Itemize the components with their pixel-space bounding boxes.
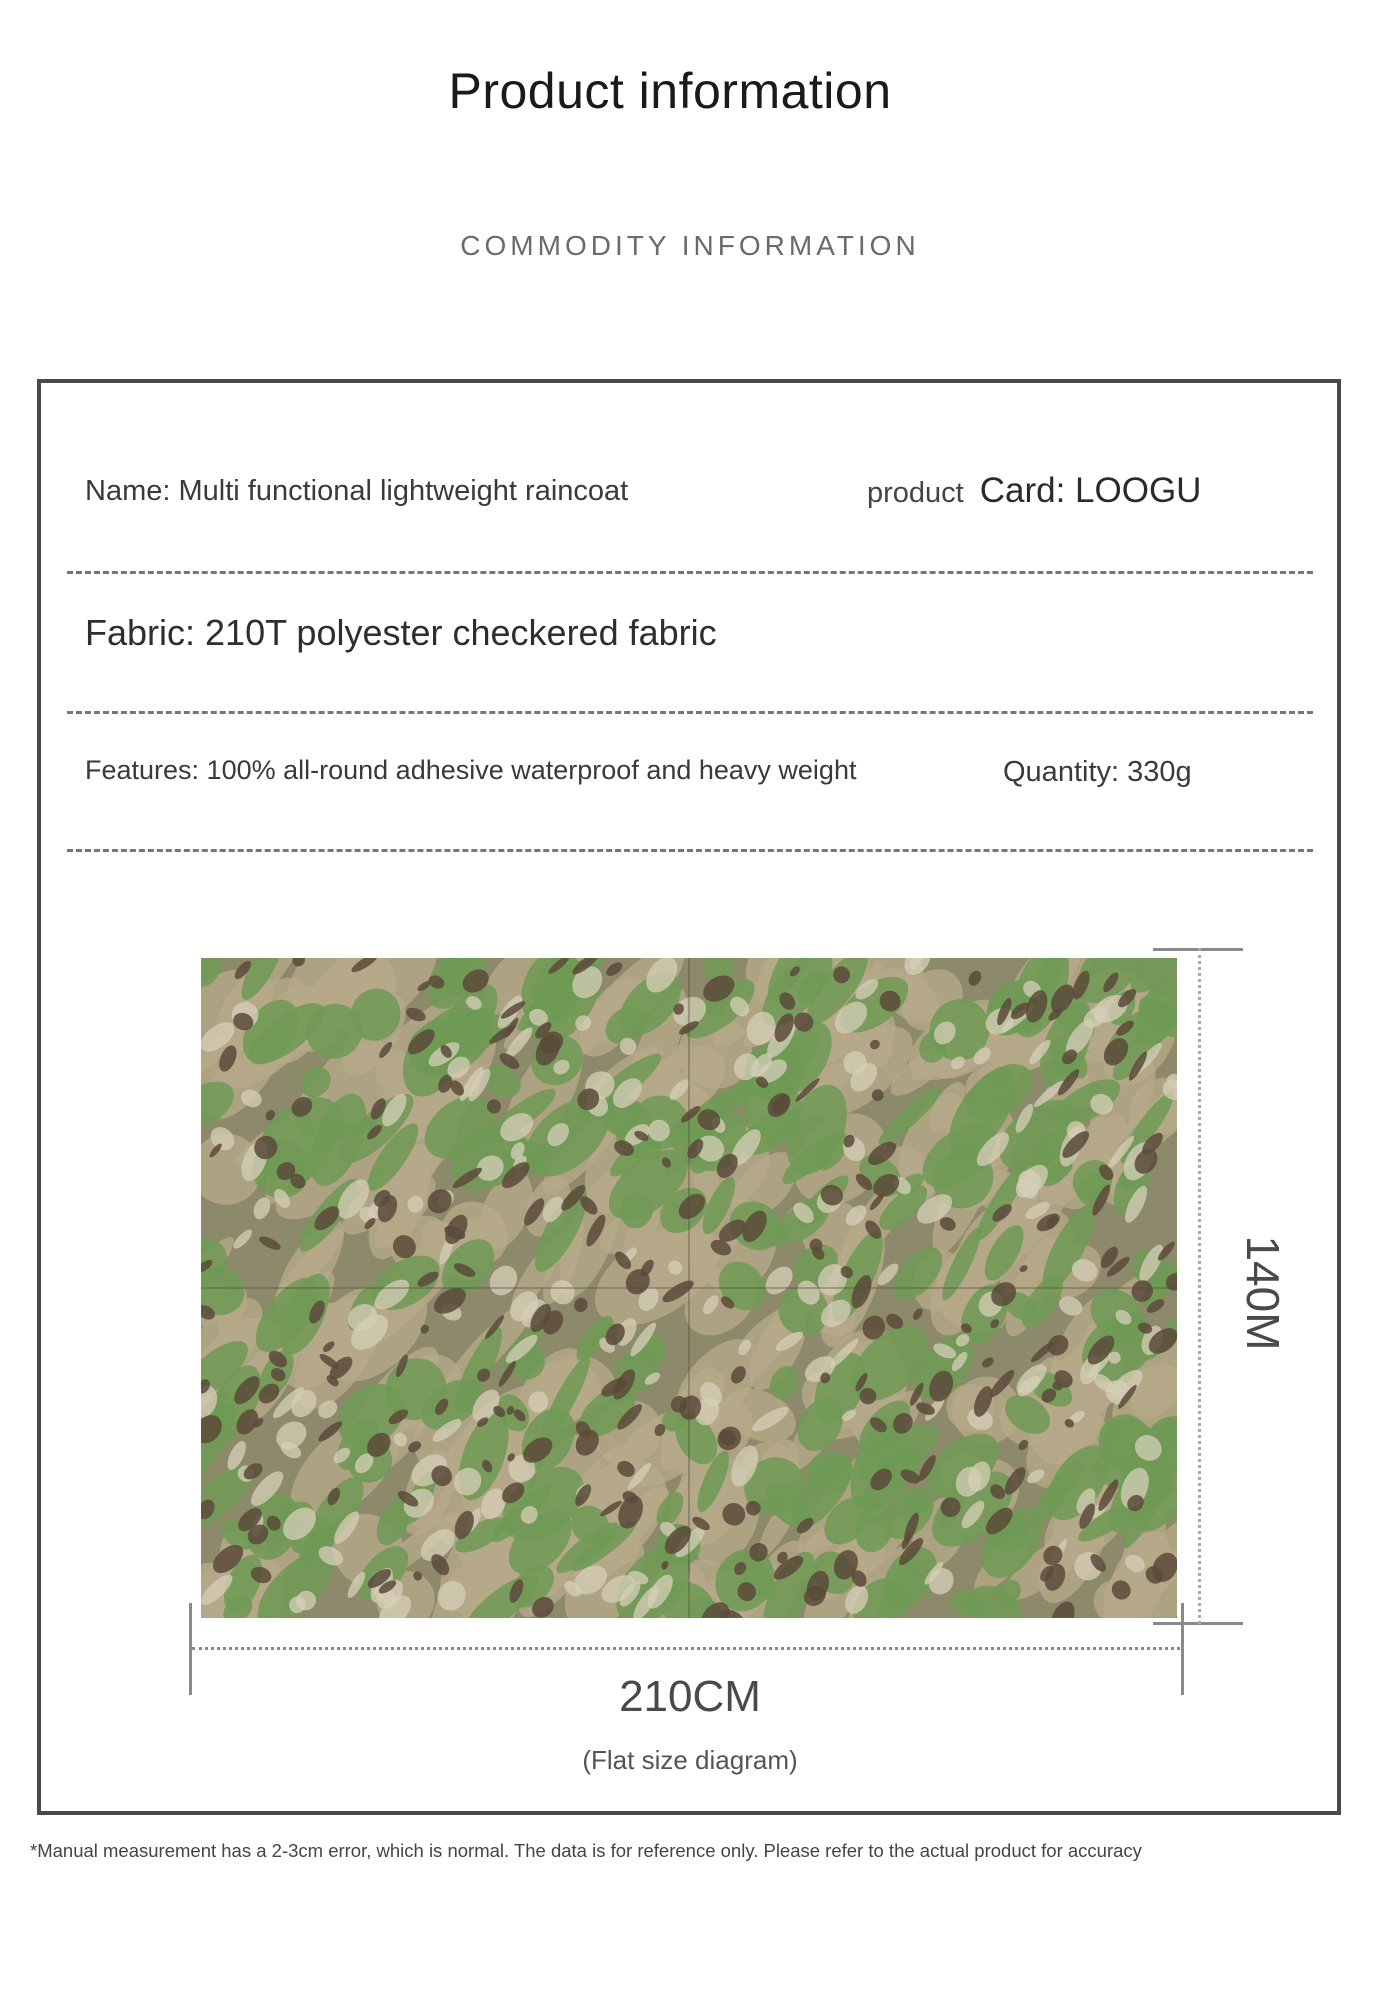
camouflage-fabric-image <box>201 958 1177 1618</box>
camo-pattern <box>201 958 1177 1618</box>
product-features: Features: 100% all-round adhesive waterproof and heavy weight <box>85 755 857 785</box>
product-name: Name: Multi functional lightweight raincoat <box>85 475 629 507</box>
measurement-footnote: *Manual measurement has a 2-3cm error, which is normal. The data is for reference only. Please refer to the actual product for accuracy <box>30 1840 1142 1861</box>
diagram-caption: (Flat size diagram) <box>582 1745 798 1775</box>
brand-value: Card: LOOGU <box>979 471 1202 510</box>
product-quantity: Quantity: 330g <box>1003 756 1192 788</box>
divider <box>67 849 1313 852</box>
width-dimension-label: 210CM <box>619 1672 761 1721</box>
height-dimension-line <box>1198 948 1201 1624</box>
divider <box>67 571 1313 574</box>
width-dimension-line <box>192 1647 1180 1650</box>
product-fabric: Fabric: 210T polyester checkered fabric <box>85 612 717 653</box>
divider <box>67 711 1313 714</box>
page-title: Product information <box>448 63 892 119</box>
product-brand <box>867 471 1201 511</box>
brand-label: product <box>867 477 964 509</box>
page-subtitle: COMMODITY INFORMATION <box>460 230 920 261</box>
height-dimension-label: 140M <box>1237 1235 1289 1351</box>
